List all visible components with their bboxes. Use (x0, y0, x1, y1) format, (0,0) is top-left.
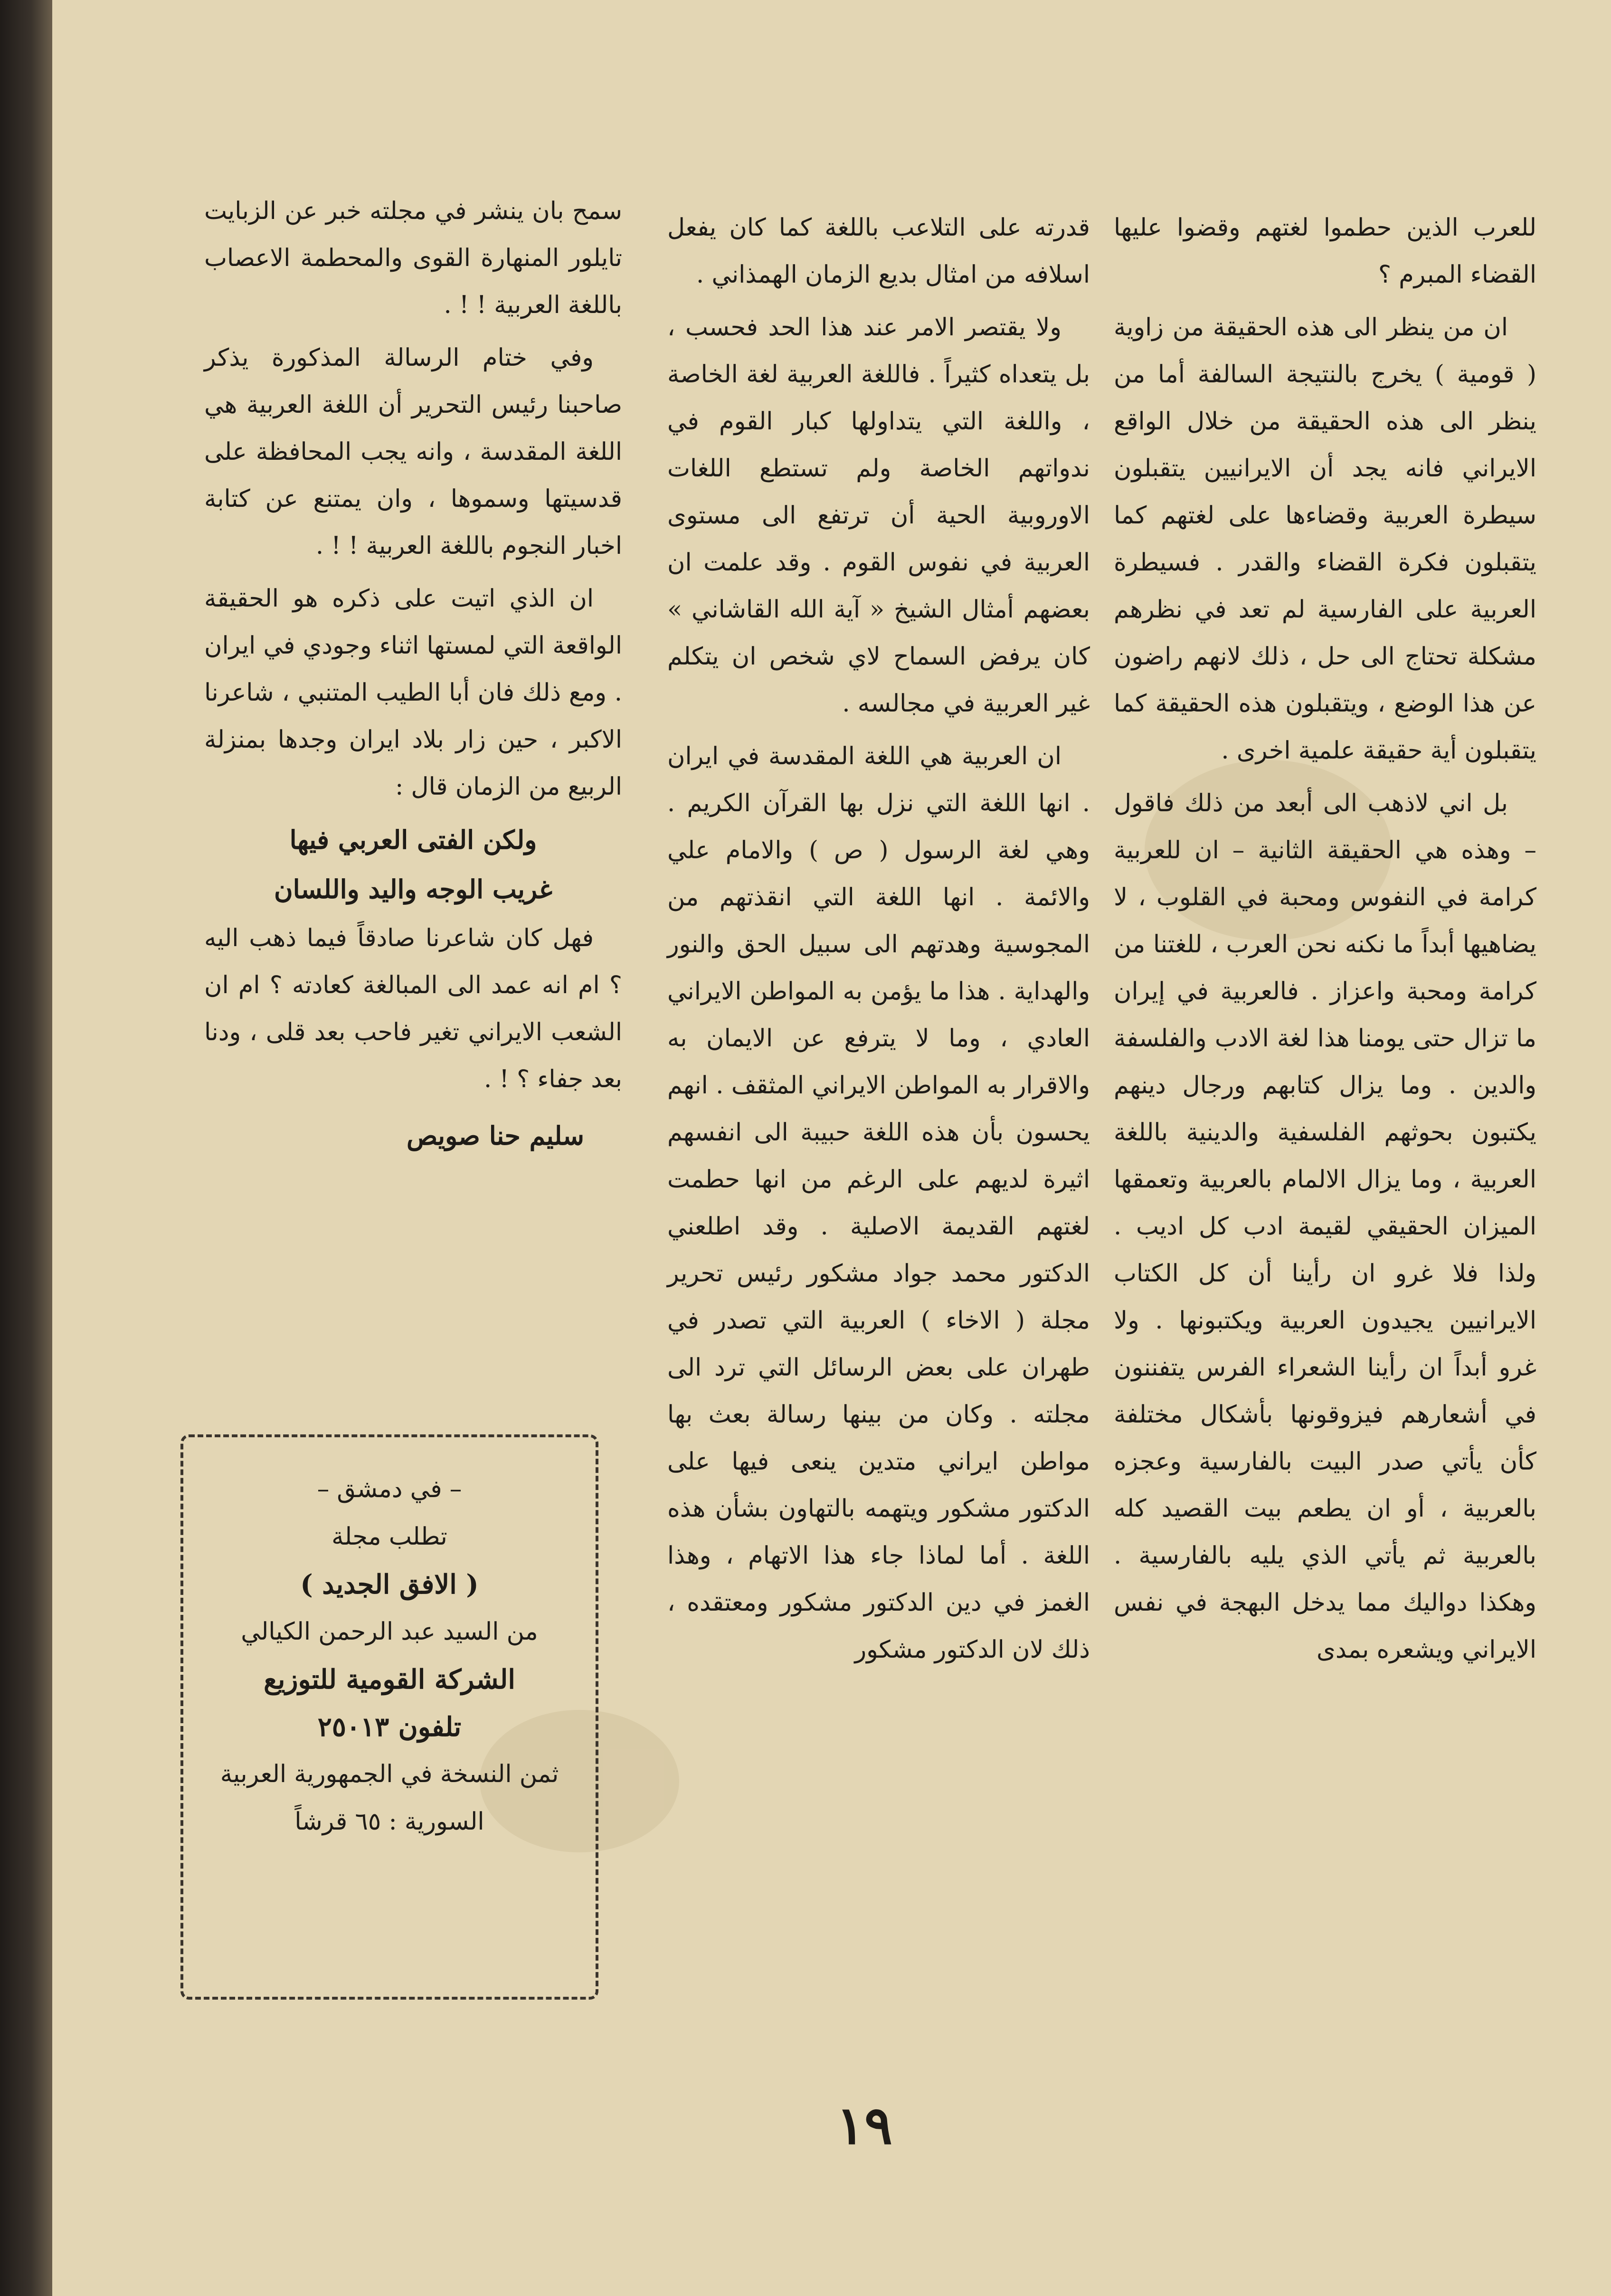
paragraph: ولا يقتصر الامر عند هذا الحد فحسب ، بل يتعداه كثيراً . فاللغة العربية لغة الخاصة ، واللغة التي يتداولها كبار القوم في ندواتهم الخاصة ولم تستطع اللغات الاوروبية الحية أن ترتفع الى مستوى العربية في نفوس القوم . وقد علمت ان بعضهم أمثال الشيخ « آية الله القاشاني » كان يرفض السماح لاي شخص ان يتكلم غير العربية في مجالسه . (667, 313, 1090, 718)
ad-price: السورية : ٦٥ قرشاً (294, 1808, 484, 1836)
column-left (204, 188, 622, 1159)
column-middle (667, 204, 1090, 1679)
paragraph: ان العربية هي اللغة المقدسة في ايران . انها اللغة التي نزل بها القرآن الكريم . وهي لغة الرسول ( ص ) والامام علي والائمة . انها اللغة التي انقذتهم من المجوسية وهدتهم الى سبيل الحق والنور والهداية . هذا ما يؤمن به المواطن الايراني العادي ، وما لا يترفع عن الايمان به والاقرار به المواطن الايراني المثقف . انهم يحسون بأن هذه اللغة حبيبة الى انفسهم اثيرة لديهم على الرغم من انها حطمت لغتهم القديمة الاصلية . وقد اطلعني الدكتور محمد جواد مشكور رئيس تحرير مجلة ( الاخاء ) العربية التي تصدر في طهران على بعض الرسائل التي ترد الى مجلته . وكان من بينها رسالة بعث بها مواطن ايراني متدين ينعى فيها على الدكتور مشكور ويتهمه بالتهاون بشأن هذه اللغة . أما لماذا جاء هذا الاتهام ، وهذا الغمز في دين الدكتور مشكور ومعتقده ، ذلك لان الدكتور مشكور (667, 742, 1090, 1664)
paragraph: وفي ختام الرسالة المذكورة يذكر صاحبنا رئيس التحرير أن اللغة العربية هي اللغة المقدسة ، وانه يجب المحافظة على قدسيتها وسموها ، وان يمتنع عن كتابة اخبار النجوم باللغة العربية ! ! . (204, 344, 622, 560)
paragraph: قدرته على التلاعب باللغة كما كان يفعل اسلافه من امثال بديع الزمان الهمذاني . (667, 214, 1090, 289)
paragraph: ان الذي اتيت على ذكره هو الحقيقة الواقعة التي لمستها اثناء وجودي في ايران . ومع ذلك فان أبا الطيب المتنبي ، شاعرنا الاكبر ، حين زار بلاد ايران وجدها بمنزلة الربيع من الزمان قال : (204, 585, 622, 801)
binding-spine (0, 0, 52, 2296)
ad-phone: تلفون ٢٥٠١٣ (317, 1711, 462, 1743)
poem-verse-line: غريب الوجه واليد واللسان (274, 874, 553, 904)
ad-line: ثمن النسخة في الجمهورية العربية (220, 1760, 559, 1788)
ad-magazine-name: ( الافق الجديد ) (300, 1569, 479, 1600)
page-number: ١٩ (836, 2095, 893, 2156)
poem-verse-line: ولكن الفتى العربي فيها (289, 825, 537, 855)
paragraph: بل اني لاذهب الى أبعد من ذلك فاقول – وهذه هي الحقيقة الثانية – ان للعربية كرامة في النفوس ومحبة في القلوب ، لا يضاهيها أبداً ما نكنه نحن العرب ، للغتنا من كرامة ومحبة واعزاز . فالعربية في إيران ما تزال حتى يومنا هذا لغة الادب والفلسفة والدين . وما يزال كتابهم ورجال دينهم يكتبون بحوثهم الفلسفية والدينية باللغة العربية ، وما يزال الالمام بالعربية وتعمقها الميزان الحقيقي لقيمة ادب كل اديب . ولذا فلا غرو ان رأينا أن كل الكتاب الايرانيين يجيدون العربية ويكتبونها . ولا غرو أبداً ان رأينا الشعراء الفرس يتفننون في أشعارهم فيزوقونها بأشكال مختلفة كأن يأتي صدر البيت بالفارسية وعجزه بالعربية ، أو ان يطعم بيت القصيد كله بالعربية ثم يأتي الذي يليه بالفارسية . وهكذا دواليك مما يدخل البهجة في نفس الايراني ويشعره بمدى (1114, 789, 1536, 1664)
advertisement-box (180, 1434, 598, 2000)
ad-line: من السيد عبد الرحمن الكيالي (241, 1618, 538, 1646)
paragraph: فهل كان شاعرنا صادقاً فيما ذهب اليه ؟ ام انه عمد الى المبالغة كعادته ؟ ام ان الشعب الايراني تغير فاحب بعد قلى ، ودنا بعد جفاء ؟ ! . (204, 924, 622, 1093)
column-right (1114, 204, 1536, 1679)
ad-distributor: الشركة القومية للتوزيع (264, 1664, 515, 1695)
paragraph: ان من ينظر الى هذه الحقيقة من زاوية ( قومية ) يخرج بالنتيجة السالفة أما من ينظر الى هذه الحقيقة من خلال الواقع الايراني فانه يجد أن الايرانيين يتقبلون سيطرة العربية وقضاءها على لغتهم كما يتقبلون فكرة القضاء والقدر . فسيطرة العربية على الفارسية لم تعد في نظرهم مشكلة تحتاج الى حل ، ذلك لانهم راضون عن هذا الوضع ، ويتقبلون هذه الحقيقة كما يتقبلون أية حقيقة علمية اخرى . (1114, 313, 1536, 765)
ad-line: – في دمشق – (317, 1475, 462, 1503)
paragraph: سمح بان ينشر في مجلته خبر عن الزبايت تايلور المنهارة القوى والمحطمة الاعصاب باللغة العربية ! ! . (204, 197, 622, 319)
ad-line: تطلب مجلة (332, 1523, 447, 1551)
paragraph: للعرب الذين حطموا لغتهم وقضوا عليها القضاء المبرم ؟ (1114, 214, 1536, 289)
author-signature: سليم حنا صويص (406, 1120, 584, 1151)
